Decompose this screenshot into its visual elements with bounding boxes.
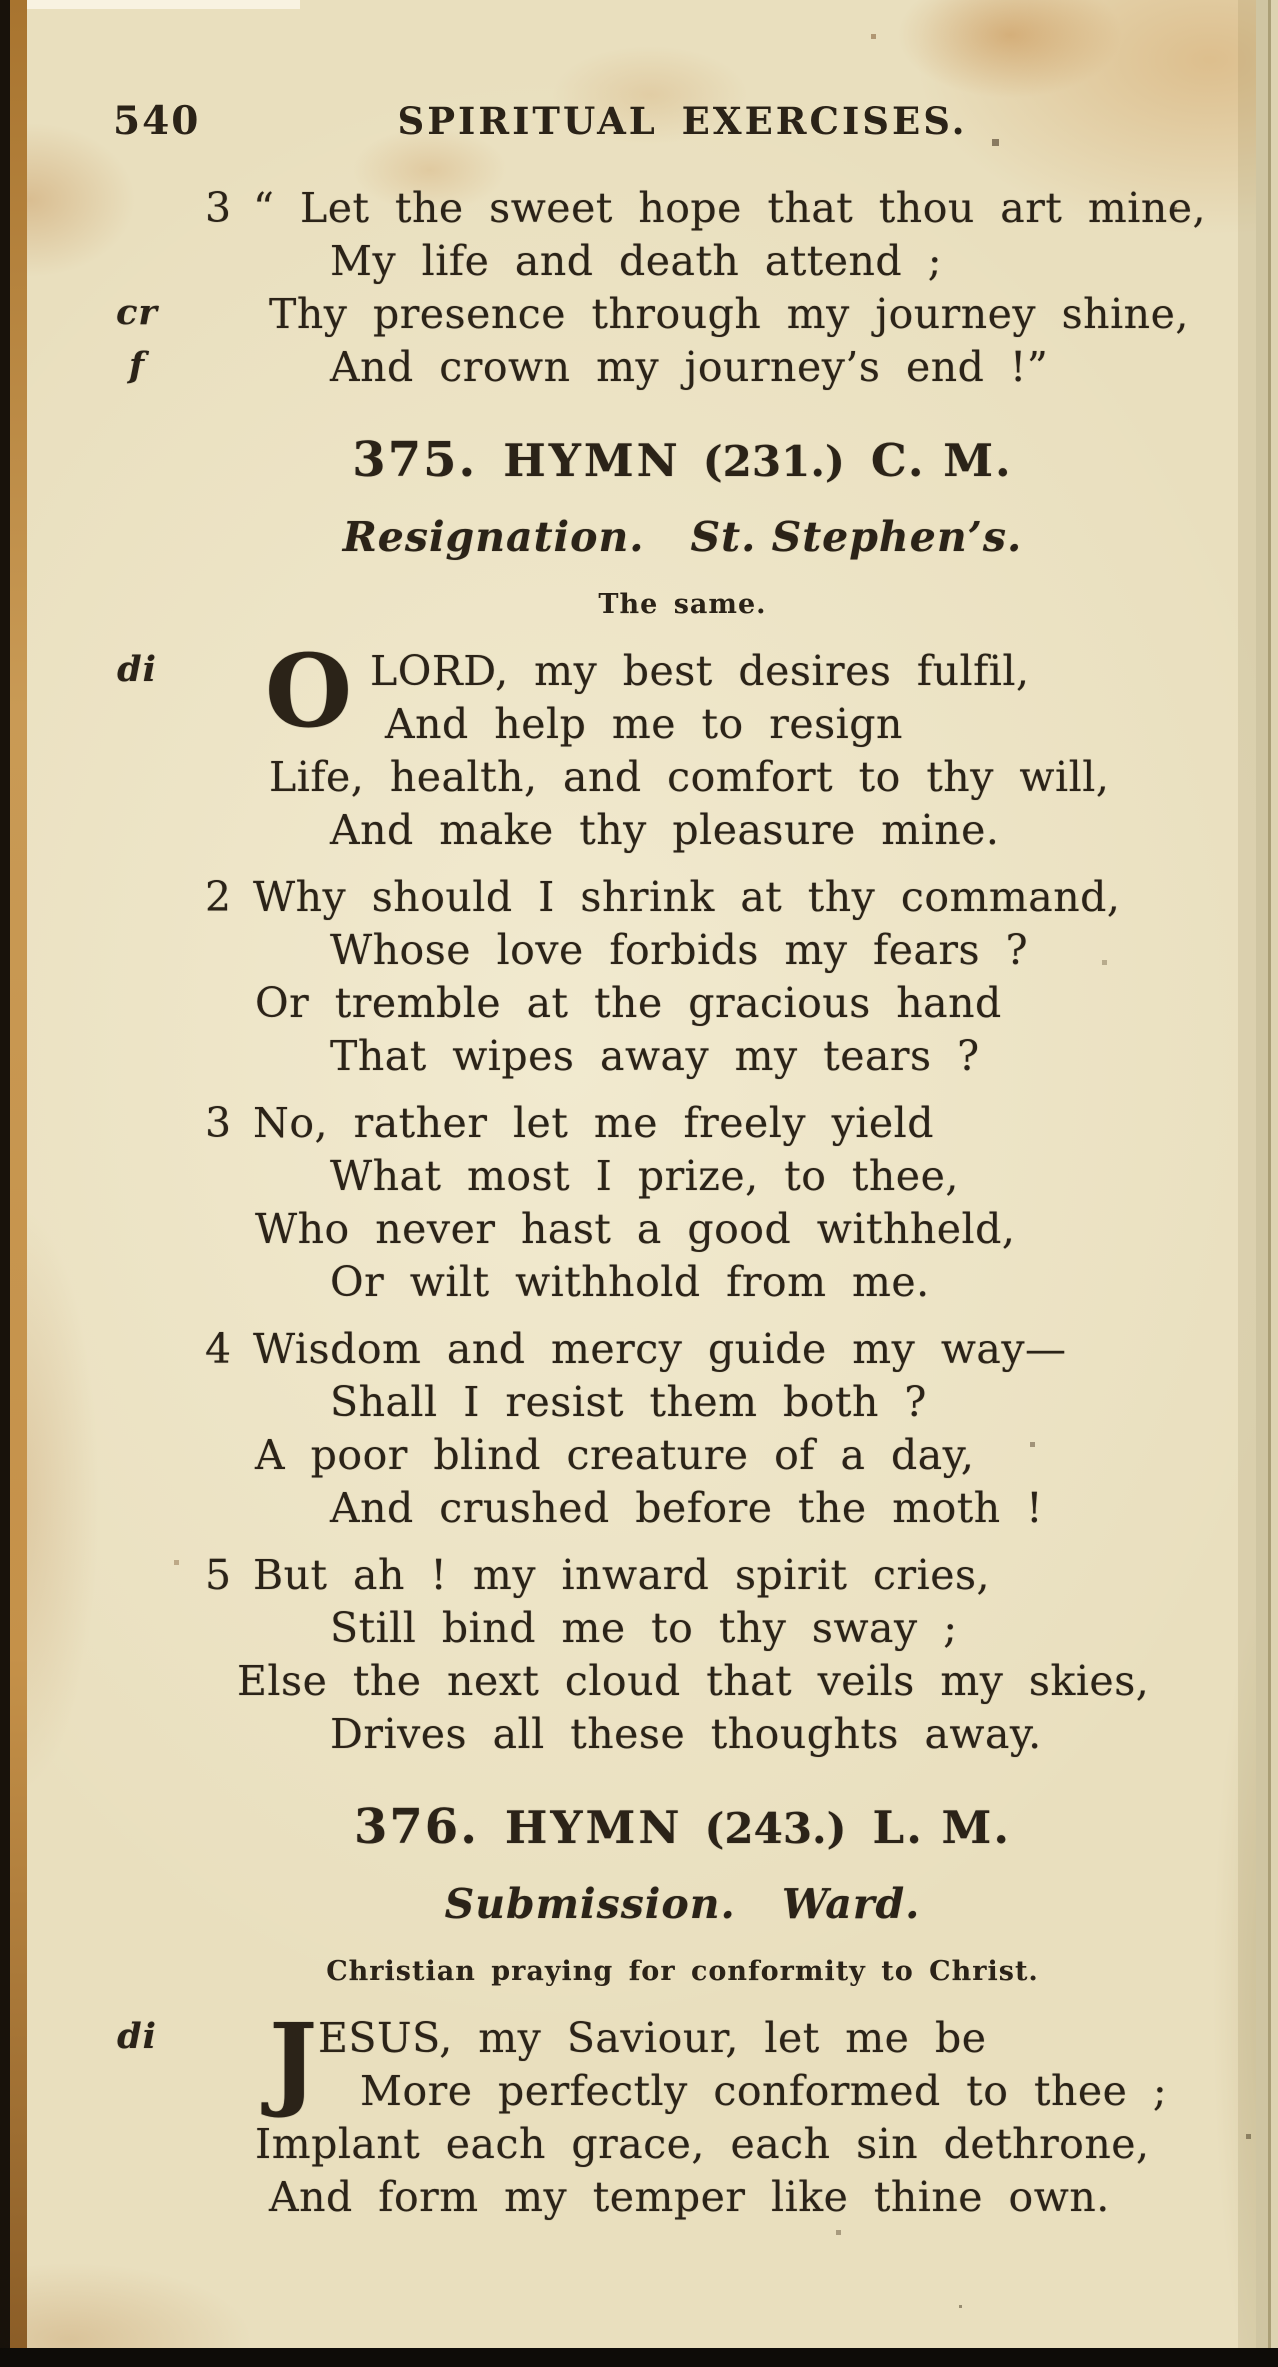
hymn-stanza xyxy=(205,871,1215,1083)
verse-line-text: And make thy pleasure mine. xyxy=(330,806,1000,854)
verse-number: 5 xyxy=(205,1551,232,1599)
verse-line xyxy=(205,2171,1215,2224)
verse-line-text: Who never hast a good withheld, xyxy=(255,1205,1016,1253)
verse-line xyxy=(205,182,1215,235)
verse-number: 2 xyxy=(205,873,232,921)
hymn-subject: Submission. xyxy=(444,1880,736,1928)
verse-line-text: Or wilt withhold from me. xyxy=(330,1258,930,1306)
hymn-stanza xyxy=(205,1323,1215,1535)
page-right-edge xyxy=(1256,0,1271,2367)
verse-line-text: LORD, my best desires fulfil, xyxy=(370,647,1030,695)
verse-line xyxy=(205,924,1215,977)
verse-line-text: But ah ! my inward spirit cries, xyxy=(253,1551,991,1599)
verse-line xyxy=(205,1482,1215,1535)
verse-line xyxy=(205,1549,1215,1602)
verse-line xyxy=(205,1708,1215,1761)
hymn-stanza xyxy=(205,1549,1215,1761)
page-number: 540 xyxy=(113,98,201,144)
page-right-margin xyxy=(1271,0,1278,2367)
verse-line xyxy=(117,645,1215,698)
verse-line-text: Life, health, and comfort to thy will, xyxy=(269,753,1110,801)
verse-line-text: Or tremble at the gracious hand xyxy=(255,979,1002,1027)
verse-line-text: Whose love forbids my fears ? xyxy=(330,926,1029,974)
hymn-stanza xyxy=(116,182,1215,394)
verse-line-text: Wisdom and mercy guide my way— xyxy=(253,1325,1067,1373)
verse-line xyxy=(116,288,1215,341)
verse-line xyxy=(117,2012,1215,2065)
scan-bottom-bar xyxy=(0,2348,1278,2367)
expression-margin-mark: di xyxy=(117,2016,157,2057)
verse-line xyxy=(205,1376,1215,1429)
verse-line xyxy=(205,235,1215,288)
verse-line-text: ESUS, my Saviour, let me be xyxy=(318,2014,987,2062)
binding-shadow xyxy=(0,0,10,2367)
running-title: SPIRITUAL EXERCISES. xyxy=(397,99,968,143)
verse-line xyxy=(205,871,1215,924)
hymn-reference-number: (231.) xyxy=(702,437,845,486)
hymn-stanza xyxy=(205,1097,1215,1309)
verse-line-text: Thy presence through my journey shine, xyxy=(269,290,1189,338)
verse-line-text: More perfectly conformed to thee ; xyxy=(360,2067,1168,2115)
verse-line xyxy=(205,1256,1215,1309)
page-right-shadow xyxy=(1238,0,1256,2367)
verse-line-text: My life and death attend ; xyxy=(330,237,943,285)
hymn-caption: Christian praying for conformity to Christ. xyxy=(326,1956,1039,1987)
hymn-meter: C. M. xyxy=(870,434,1013,487)
verse-line-text: That wipes away my tears ? xyxy=(330,1032,980,1080)
verse-number: 3 xyxy=(205,1099,232,1147)
verse-line-text: And crown my journey’s end !” xyxy=(330,343,1049,391)
verse-line xyxy=(205,751,1215,804)
verse-line xyxy=(205,804,1215,857)
verse-line-text: No, rather let me freely yield xyxy=(253,1099,935,1147)
verse-line-text: Why should I shrink at thy command, xyxy=(253,873,1121,921)
verse-line-text: Implant each grace, each sin dethrone, xyxy=(255,2120,1150,2168)
verse-line xyxy=(205,1097,1215,1150)
hymn-tune-name: St. Stephen’s. xyxy=(690,513,1023,561)
hymn-meter: L. M. xyxy=(872,1801,1011,1854)
verse-line xyxy=(205,977,1215,1030)
verse-line-text: Else the next cloud that veils my skies, xyxy=(237,1657,1150,1705)
verse-line xyxy=(128,341,1215,394)
verse-line xyxy=(205,1203,1215,1256)
hymn-caption: The same. xyxy=(598,589,767,620)
hymn-subject: Resignation. xyxy=(342,513,645,561)
binding-edge xyxy=(10,0,27,2367)
verse-line xyxy=(205,1323,1215,1376)
hymn-subtitle xyxy=(205,511,1215,563)
verse-line-text: And help me to resign xyxy=(385,700,903,748)
hymn-tune-name: Ward. xyxy=(781,1880,921,1928)
verse-line-text: A poor blind creature of a day, xyxy=(255,1431,975,1479)
hymn-number: 376. xyxy=(354,1799,479,1855)
hymn-heading-label: HYMN xyxy=(504,1801,683,1854)
verse-line xyxy=(205,698,1215,751)
hymn-stanza xyxy=(117,2001,1215,2224)
verse-number: 4 xyxy=(205,1325,232,1373)
expression-margin-mark: cr xyxy=(116,292,158,333)
hymn-number: 375. xyxy=(352,432,478,488)
running-header xyxy=(113,96,1215,146)
verse-line-text: Still bind me to thy sway ; xyxy=(330,1604,958,1652)
verse-line-text: What most I prize, to thee, xyxy=(330,1152,959,1200)
verse-number: 3 xyxy=(205,184,232,232)
verse-line-text: Shall I resist them both ? xyxy=(330,1378,927,1426)
verse-line xyxy=(205,1602,1215,1655)
hymn-subtitle xyxy=(205,1878,1215,1930)
verse-line xyxy=(205,1655,1215,1708)
verse-line xyxy=(205,1030,1215,1083)
hymn-heading-label: HYMN xyxy=(503,434,681,487)
expression-margin-mark: di xyxy=(117,649,157,690)
hymn-heading xyxy=(205,1795,1215,1870)
hymn-stanza xyxy=(117,632,1215,857)
drop-cap: J xyxy=(269,2001,318,2121)
verse-line-text: “ Let the sweet hope that thou art mine, xyxy=(253,184,1207,232)
verse-line xyxy=(205,2065,1215,2118)
text-column xyxy=(116,182,1215,2238)
page-top-edge xyxy=(0,0,300,9)
drop-cap: O xyxy=(265,632,353,750)
expression-margin-mark: f xyxy=(128,345,146,386)
verse-line-text: And crushed before the moth ! xyxy=(330,1484,1044,1532)
verse-line xyxy=(205,1429,1215,1482)
hymn-reference-number: (243.) xyxy=(704,1804,847,1853)
verse-line xyxy=(205,1150,1215,1203)
hymn-heading xyxy=(205,428,1215,503)
verse-line-text: And form my temper like thine own. xyxy=(269,2173,1110,2221)
verse-line-text: Drives all these thoughts away. xyxy=(330,1710,1042,1758)
foxing-specks xyxy=(0,0,1,1)
verse-line xyxy=(205,2118,1215,2171)
